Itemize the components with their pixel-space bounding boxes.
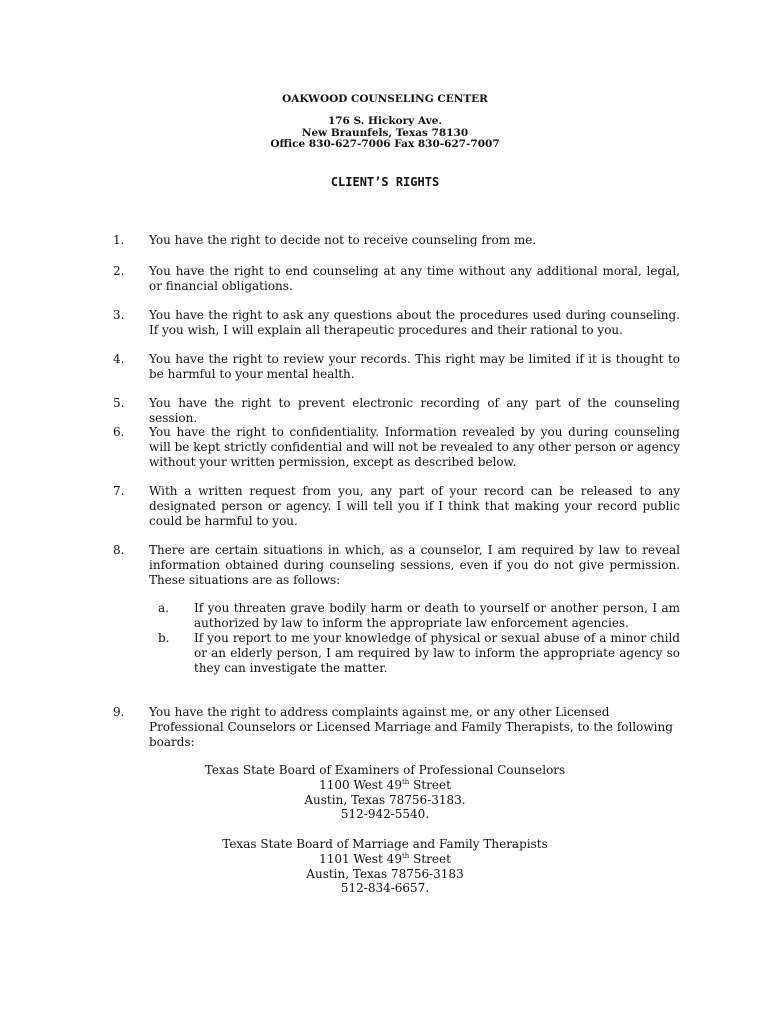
rights-item-6 (113, 425, 680, 469)
board-phone: 512-942-5540. (340, 807, 430, 822)
item-number: 4. (113, 352, 125, 366)
board-name: Texas State Board of Examiners of Professional Counselors (204, 763, 566, 777)
phone-fax-line: Office 830-627-7006 Fax 830-627-7007 (270, 138, 500, 150)
item-text: You have the right to prevent electronic recording of any part of the counseling session. (149, 396, 680, 425)
item-number: 8. (113, 543, 125, 557)
item-text-line: boards: (149, 734, 195, 749)
street-suffix: th (401, 777, 410, 786)
subitem-letter: a. (158, 601, 169, 615)
item-text: There are certain situations in which, as a counselor, I am required by law to reveal information obtained during counseling sessions, even if you do not give permission. These situations are as follows: (149, 543, 680, 587)
page-title: CLIENT’S RIGHTS (330, 175, 440, 189)
board-street (0, 852, 770, 867)
board-phone: 512-834-6657. (340, 881, 430, 896)
street-number: 1100 West 49 (319, 777, 402, 792)
street-suffix: th (401, 851, 410, 860)
rights-item-9 (113, 705, 680, 749)
item-text: You have the right to review your records. This right may be limited if it is thought to be harmful to your mental health. (149, 352, 680, 381)
street-number: 1101 West 49 (319, 851, 402, 866)
item-text-line: You have the right to address complaints against me, or any other Licensed (149, 705, 610, 719)
street-name: Street (409, 777, 451, 792)
rights-item-1 (113, 233, 680, 248)
rights-subitem-b (158, 631, 680, 675)
street-name: Street (409, 851, 451, 866)
center-name: OAKWOOD COUNSELING CENTER (282, 93, 488, 105)
item-number: 6. (113, 425, 125, 439)
item-text: With a written request from you, any part of your record can be released to any designated person or agency. I will tell you if I think that making your record public could be harmful to you. (149, 484, 680, 528)
rights-subitem-a (158, 601, 680, 631)
board-city: Austin, Texas 78756-3183. (304, 792, 466, 807)
subitem-text: If you report to me your knowledge of physical or sexual abuse of a minor child or an elderly person, I am required by law to inform the appropriate agency so they can investigate the matter. (194, 631, 680, 675)
rights-item-2 (113, 264, 680, 294)
board-street (0, 778, 770, 793)
item-number: 3. (113, 308, 125, 322)
rights-item-5 (113, 396, 680, 426)
rights-item-4 (113, 352, 680, 382)
address-line-2: New Braunfels, Texas 78130 (301, 126, 469, 139)
item-text: You have the right to decide not to receive counseling from me. (149, 233, 537, 247)
rights-item-8 (113, 543, 680, 587)
item-text: You have the right to end counseling at any time without any additional moral, legal, or financial obligations. (149, 264, 680, 293)
item-number: 5. (113, 396, 125, 410)
board-city: Austin, Texas 78756-3183 (306, 866, 464, 881)
subitem-letter: b. (158, 631, 170, 645)
item-text: You have the right to confidentiality. Information revealed by you during counseling will be kept strictly confidential and will not be revealed to any other person or agency without your written permission, except as described below. (149, 425, 680, 469)
rights-item-7 (113, 484, 680, 528)
item-text (149, 705, 680, 749)
subitem-text: If you threaten grave bodily harm or death to yourself or another person, I am authorized by law to inform the appropriate law enforcement agencies. (194, 601, 680, 630)
item-number: 7. (113, 484, 125, 498)
item-number: 9. (113, 705, 125, 719)
item-text-line: Professional Counselors or Licensed Marriage and Family Therapists, to the following (149, 719, 673, 734)
board-address-mft (0, 837, 770, 896)
item-number: 1. (113, 233, 125, 247)
board-name: Texas State Board of Marriage and Family Therapists (222, 837, 548, 851)
address-line-1: 176 S. Hickory Ave. (327, 115, 443, 127)
item-text: You have the right to ask any questions about the procedures used during counseling. If you wish, I will explain all therapeutic procedures and their rational to you. (149, 308, 680, 337)
item-number: 2. (113, 264, 125, 278)
board-address-counselors (0, 763, 770, 822)
rights-item-3 (113, 308, 680, 338)
center-address (0, 116, 770, 151)
